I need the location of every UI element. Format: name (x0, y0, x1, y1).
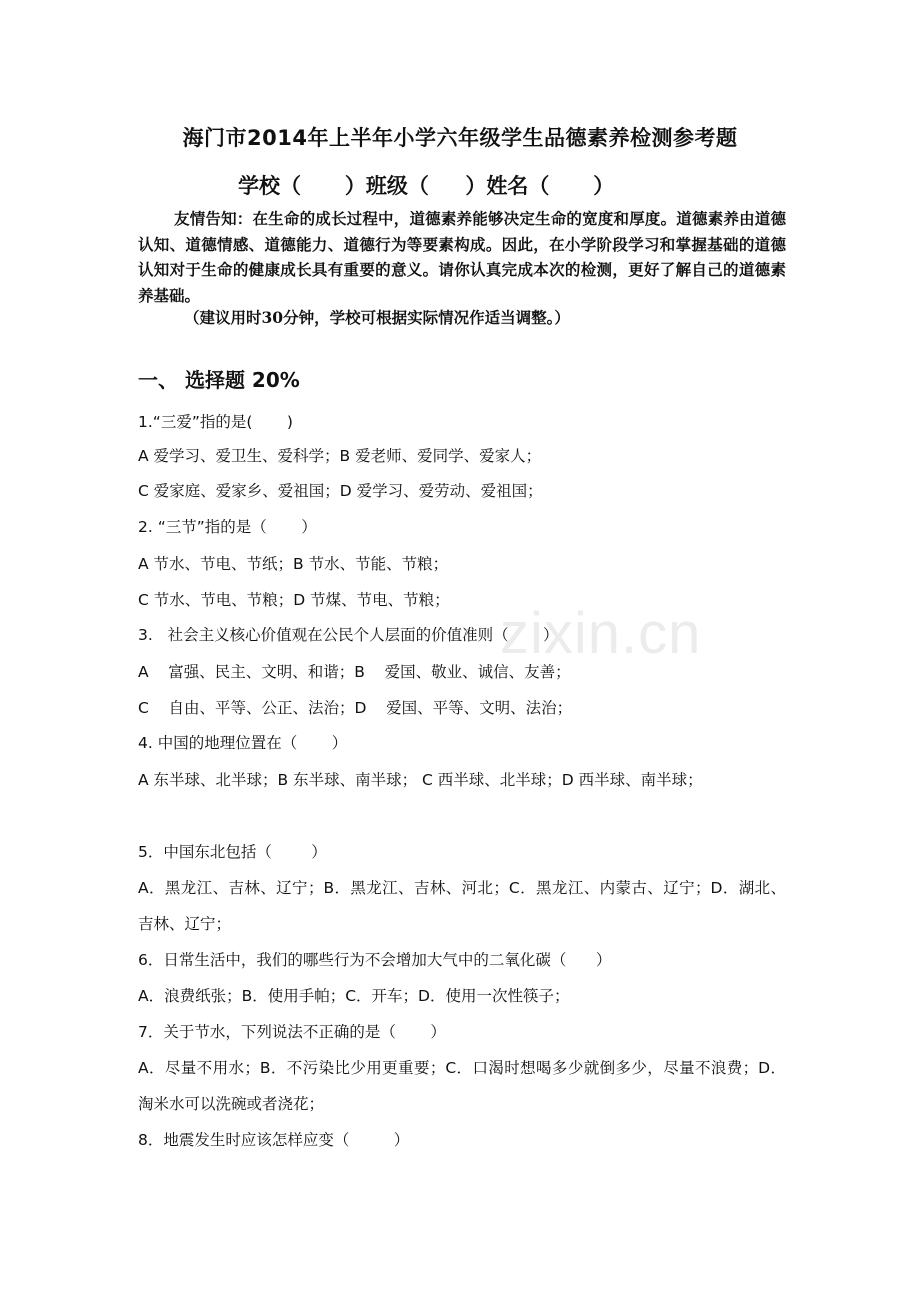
question-5-options: A．黑龙江、吉林、辽宁；B．黑龙江、吉林、河北；C．黑龙江、内蒙古、辽宁；D．湖北、吉林、辽宁； (138, 879, 786, 933)
question-2-options-cd: C 节水、节电、节粮；D 节煤、节电、节粮； (138, 591, 450, 609)
page-title: 海门市2014年上半年小学六年级学生品德素养检测参考题 (182, 126, 738, 150)
question-6: 6．日常生活中，我们的哪些行为不会增加大气中的二氧化碳（ ） (138, 951, 612, 969)
question-2-options-ab: A 节水、节电、节纸；B 节水、节能、节粮； (138, 555, 449, 573)
watermark: zixin.cn (500, 601, 702, 666)
question-4: 4. 中国的地理位置在（ ） (138, 734, 348, 752)
question-7: 7．关于节水，下列说法不正确的是（ ） (138, 1023, 446, 1041)
question-3: 3. 社会主义核心价值观在公民个人层面的价值准则（ ） (138, 626, 559, 644)
student-info-line: 学校（ ）班级（ ）姓名（ ） (238, 174, 615, 198)
time-suggestion: （建议用时30分钟，学校可根据实际情况作适当调整。） (184, 308, 570, 327)
question-4-options: A 东半球、北半球；B 东半球、南半球； C 西半球、北半球；D 西半球、南半球； (138, 771, 703, 789)
section-heading: 一、 选择题 20% (138, 368, 300, 392)
question-1-options-cd: C 爱家庭、爱家乡、爱祖国；D 爱学习、爱劳动、爱祖国； (138, 482, 543, 500)
question-5: 5．中国东北包括（ ） (138, 843, 327, 861)
question-7-options: A．尽量不用水；B．不污染比少用更重要；C．口渴时想喝多少就倒多少，尽量不浪费；D．淘米水可以洗碗或者浇花； (138, 1059, 786, 1113)
question-1-options-ab: A 爱学习、爱卫生、爱科学；B 爱老师、爱同学、爱家人； (138, 447, 542, 465)
question-2: 2. “三节”指的是（ ） (138, 518, 317, 536)
question-1: 1.“三爱”指的是( ) (138, 413, 293, 431)
notice-paragraph: 友情告知：在生命的成长过程中，道德素养能够决定生命的宽度和厚度。道德素养由道德认知、道德情感、道德能力、道德行为等要素构成。因此，在小学阶段学习和掌握基础的道德认知对于生命的健康成长具有重要的意义。请你认真完成本次的检测，更好了解自己的道德素养基础。 (138, 209, 786, 305)
question-3-options-ab: A 富强、民主、文明、和谐；B 爱国、敬业、诚信、友善； (138, 663, 571, 681)
question-3-options-cd: C 自由、平等、公正、法治；D 爱国、平等、文明、法治； (138, 699, 573, 717)
question-6-options: A．浪费纸张；B．使用手帕；C．开车；D．使用一次性筷子； (138, 987, 570, 1005)
question-8: 8．地震发生时应该怎样应变（ ） (138, 1131, 410, 1149)
